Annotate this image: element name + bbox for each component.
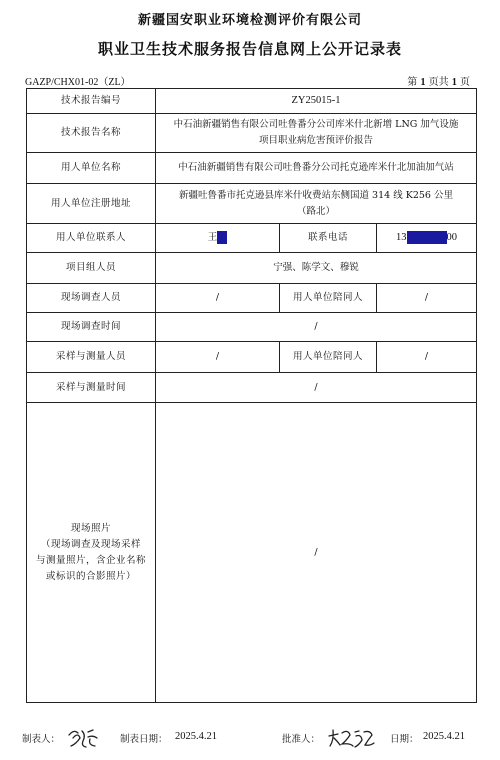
contact-label: 用人单位联系人 (27, 224, 156, 253)
table-row (27, 224, 477, 253)
table-row (27, 313, 477, 342)
table-row (27, 89, 477, 114)
page-indicator: 第 1 页共 1 页 (407, 77, 470, 88)
phone-value: 13 00 (377, 224, 477, 253)
address-value: 新疆吐鲁番市托克逊县库米什收费站东侧国道 314 线 K256 公里 （路北） (156, 184, 477, 224)
report-name-value: 中石油新疆销售有限公司吐鲁番分公司库米什北新增 LNG 加气设施 项目职业病危害预评价报告 (156, 114, 477, 153)
survey-staff-value: / (156, 284, 280, 313)
company-name: 新疆国安职业环境检测评价有限公司 (137, 13, 362, 28)
sampling-time-value: / (156, 373, 477, 403)
redaction-mark (407, 231, 447, 244)
team-label: 项目组人员 (27, 253, 156, 284)
table-row (27, 284, 477, 313)
phone-label: 联系电话 (280, 224, 377, 253)
employer-label: 用人单位名称 (27, 153, 156, 184)
survey-time-value: / (156, 313, 477, 342)
survey-time-label: 现场调查时间 (27, 313, 156, 342)
survey-escort-value: / (377, 284, 477, 313)
maker-signature (66, 726, 100, 750)
maker-label: 制表人： (22, 734, 61, 745)
form-title: 职业卫生技术服务报告信息网上公开记录表 (97, 40, 402, 58)
address-label: 用人单位注册地址 (27, 184, 156, 224)
record-table (26, 88, 477, 703)
team-value: 宁强、陈学文、穆锐 (156, 253, 477, 284)
table-row (27, 253, 477, 284)
contact-value: 王 (156, 224, 280, 253)
report-no-value: ZY25015-1 (156, 89, 477, 114)
table-row (27, 184, 477, 224)
sampling-staff-value: / (156, 342, 280, 373)
survey-staff-label: 现场调查人员 (27, 284, 156, 313)
photo-value: / (156, 403, 477, 703)
table-row (27, 342, 477, 373)
signature-footer (0, 726, 500, 750)
table-row (27, 403, 477, 703)
employer-value: 中石油新疆销售有限公司吐鲁番分公司托克逊库米什北加油加气站 (156, 153, 477, 184)
table-row (27, 114, 477, 153)
maker-date-label: 制表日期： (120, 734, 168, 745)
table-row (27, 153, 477, 184)
sampling-escort-value: / (377, 342, 477, 373)
maker-date: 2025.4.21 (175, 731, 217, 742)
report-no-label: 技术报告编号 (27, 89, 156, 114)
sampling-staff-label: 采样与测量人员 (27, 342, 156, 373)
approve-date-label: 日期： (390, 734, 419, 745)
photo-label: 现场照片 （现场调查及现场采样 与测量照片，含企业名称 或标识的合影照片） (27, 403, 156, 703)
table-row (27, 373, 477, 403)
approver-label: 批准人： (282, 734, 321, 745)
form-code: GAZP/CHX01-02（ZL） (25, 77, 131, 88)
redaction-mark (217, 231, 227, 244)
report-name-label: 技术报告名称 (27, 114, 156, 153)
approve-date: 2025.4.21 (423, 731, 465, 742)
sampling-time-label: 采样与测量时间 (27, 373, 156, 403)
approver-signature (326, 726, 376, 750)
sampling-escort-label: 用人单位陪同人 (280, 342, 377, 373)
survey-escort-label: 用人单位陪同人 (280, 284, 377, 313)
